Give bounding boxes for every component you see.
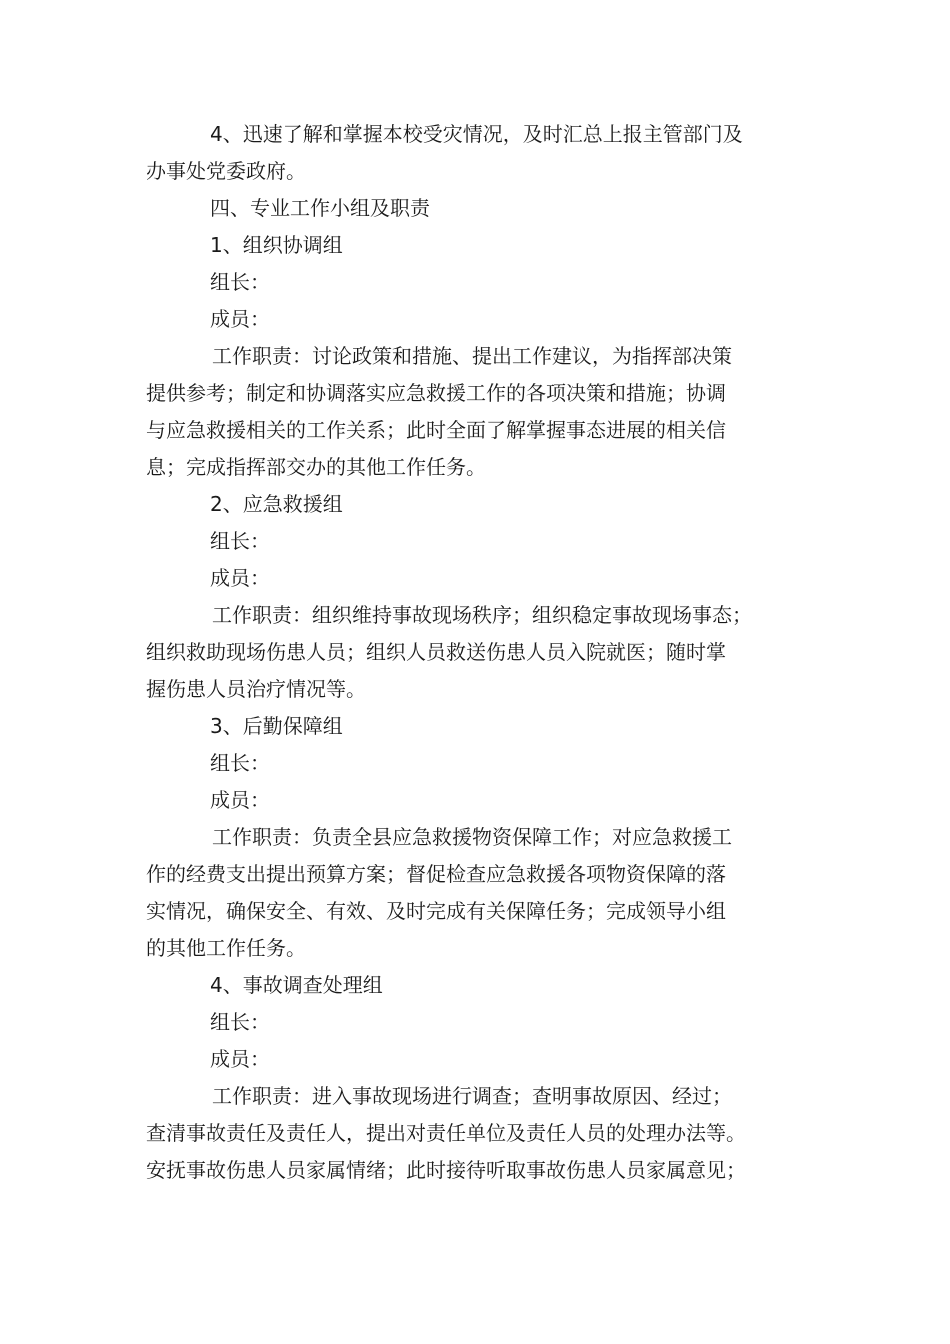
text-line: 与应急救援相关的工作关系；此时全面了解掌握事态进展的相关信	[146, 418, 726, 442]
group-title: 1、组织协调组	[210, 233, 343, 257]
text-line: 工作职责：进入事故现场进行调查；查明事故原因、经过；	[212, 1084, 732, 1108]
group-title: 3、后勤保障组	[210, 714, 343, 738]
text-line: 握伤患人员治疗情况等。	[146, 677, 366, 701]
group-leader-label: 组长：	[210, 529, 270, 553]
text-line: 查清事故责任及责任人，提出对责任单位及责任人员的处理办法等。	[146, 1121, 746, 1145]
text-line: 实情况，确保安全、有效、及时完成有关保障任务；完成领导小组	[146, 899, 726, 923]
group-members-label: 成员：	[210, 566, 270, 590]
group-title: 4、事故调查处理组	[210, 973, 383, 997]
group-members-label: 成员：	[210, 307, 270, 331]
group-leader-label: 组长：	[210, 751, 270, 775]
text-line: 办事处党委政府。	[146, 159, 306, 183]
text-line: 提供参考；制定和协调落实应急救援工作的各项决策和措施；协调	[146, 381, 726, 405]
text-line: 工作职责：组织维持事故现场秩序；组织稳定事故现场事态；	[212, 603, 752, 627]
group-members-label: 成员：	[210, 788, 270, 812]
text-line: 安抚事故伤患人员家属情绪；此时接待听取事故伤患人员家属意见；	[146, 1158, 746, 1182]
group-leader-label: 组长：	[210, 1010, 270, 1034]
group-members-label: 成员：	[210, 1047, 270, 1071]
group-title: 2、应急救援组	[210, 492, 343, 516]
document-body	[146, 116, 822, 1189]
text-line: 作的经费支出提出预算方案；督促检查应急救援各项物资保障的落	[146, 862, 726, 886]
group-leader-label: 组长：	[210, 270, 270, 294]
text-line: 息；完成指挥部交办的其他工作任务。	[146, 455, 486, 479]
text-line: 的其他工作任务。	[146, 936, 306, 960]
text-line: 组织救助现场伤患人员；组织人员救送伤患人员入院就医；随时掌	[146, 640, 726, 664]
text-line: 工作职责：负责全县应急救援物资保障工作；对应急救援工	[212, 825, 732, 849]
text-line: 4、迅速了解和掌握本校受灾情况，及时汇总上报主管部门及	[210, 122, 743, 146]
text-line: 工作职责：讨论政策和措施、提出工作建议，为指挥部决策	[212, 344, 732, 368]
section-heading: 四、专业工作小组及职责	[210, 196, 430, 220]
